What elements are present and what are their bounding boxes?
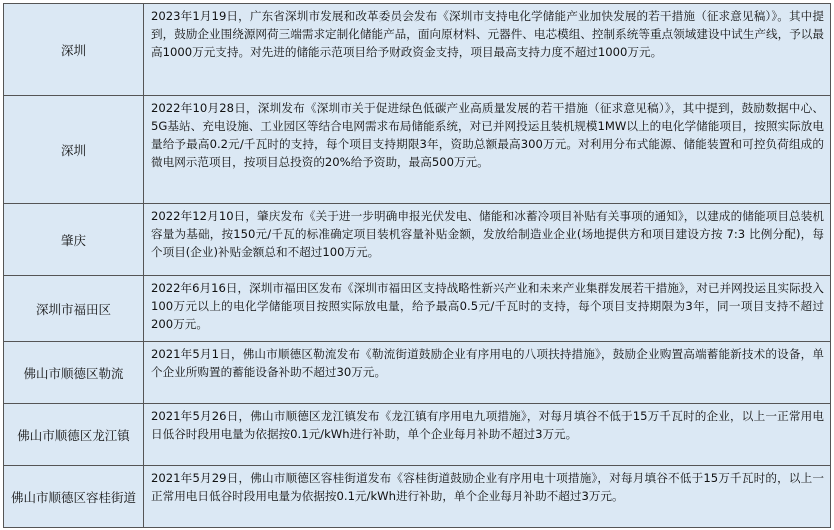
table-row <box>4 4 831 96</box>
region-cell: 佛山市顺德区龙江镇 <box>4 404 144 466</box>
region-cell: 佛山市顺德区勒流 <box>4 342 144 404</box>
region-cell: 佛山市顺德区容桂街道 <box>4 466 144 528</box>
region-cell: 深圳市福田区 <box>4 276 144 342</box>
policy-table <box>3 3 831 528</box>
description-cell: 2022年6月16日，深圳市福田区发布《深圳市福田区支持战略性新兴产业和未来产业集群发展若干措施》，对已并网投运且实际投入100万元以上的电化学储能项目按照实际放电量，给予最高0.5元/千瓦时的支持，每个项目支持期限为3年，同一项目支持不超过200万元。 <box>144 276 831 342</box>
region-cell: 肇庆 <box>4 204 144 276</box>
description-cell: 2022年10月28日，深圳发布《深圳市关于促进绿色低碳产业高质量发展的若干措施（征求意见稿）》，其中提到，鼓励数据中心、5G基站、充电设施、工业园区等结合电网需求布局储能系统，对已并网投运且装机规模1MW以上的电化学储能项目，按照实际放电量给予最高0.2元/千瓦时的支持，每个项目支持期限3年，资助总额最高300万元。对利用分布式能源、储能装置和可控负荷组成的微电网示范项目，按项目总投资的20%给予资助，最高500万元。 <box>144 96 831 204</box>
region-cell: 深圳 <box>4 4 144 96</box>
table-row <box>4 204 831 276</box>
region-cell: 深圳 <box>4 96 144 204</box>
table-row <box>4 96 831 204</box>
description-cell: 2023年1月19日，广东省深圳市发展和改革委员会发布《深圳市支持电化学储能产业加快发展的若干措施（征求意见稿）》。其中提到，鼓励企业围绕源网荷三端需求定制化储能产品，面向原材料、元器件、电芯模组、控制系统等重点领域建设中试生产线，予以最高1000万元支持。对先进的储能示范项目给予财政资金支持，项目最高支持力度不超过1000万元。 <box>144 4 831 96</box>
description-cell: 2022年12月10日，肇庆发布《关于进一步明确申报光伏发电、储能和冰蓄冷项目补贴有关事项的通知》，以建成的储能项目总装机容量为基础，按150元/千瓦的标准确定项目装机容量补贴金额，发放给制造业企业(场地提供方和项目建设方按 7:3 比例分配)，每个项目(企业)补贴金额总和不超过100万元。 <box>144 204 831 276</box>
table-row <box>4 466 831 528</box>
table-row <box>4 404 831 466</box>
description-cell: 2021年5月29日，佛山市顺德区容桂街道发布《容桂街道鼓励企业有序用电十项措施》，对每月填谷不低于15万千瓦时的，以上一正常用电日低谷时段用电量为依据按0.1元/kWh进行补助，单个企业每月补助不超过3万元。 <box>144 466 831 528</box>
table-row <box>4 342 831 404</box>
table-row <box>4 276 831 342</box>
description-cell: 2021年5月26日，佛山市顺德区龙江镇发布《龙江镇有序用电九项措施》，对每月填谷不低于15万千瓦时的企业，以上一正常用电日低谷时段用电量为依据按0.1元/kWh进行补助，单个企业每月补助不超过3万元。 <box>144 404 831 466</box>
description-cell: 2021年5月1日，佛山市顺德区勒流发布《勒流街道鼓励企业有序用电的八项扶持措施》，鼓励企业购置高端蓄能新技术的设备，单个企业所购置的蓄能设备补助不超过30万元。 <box>144 342 831 404</box>
